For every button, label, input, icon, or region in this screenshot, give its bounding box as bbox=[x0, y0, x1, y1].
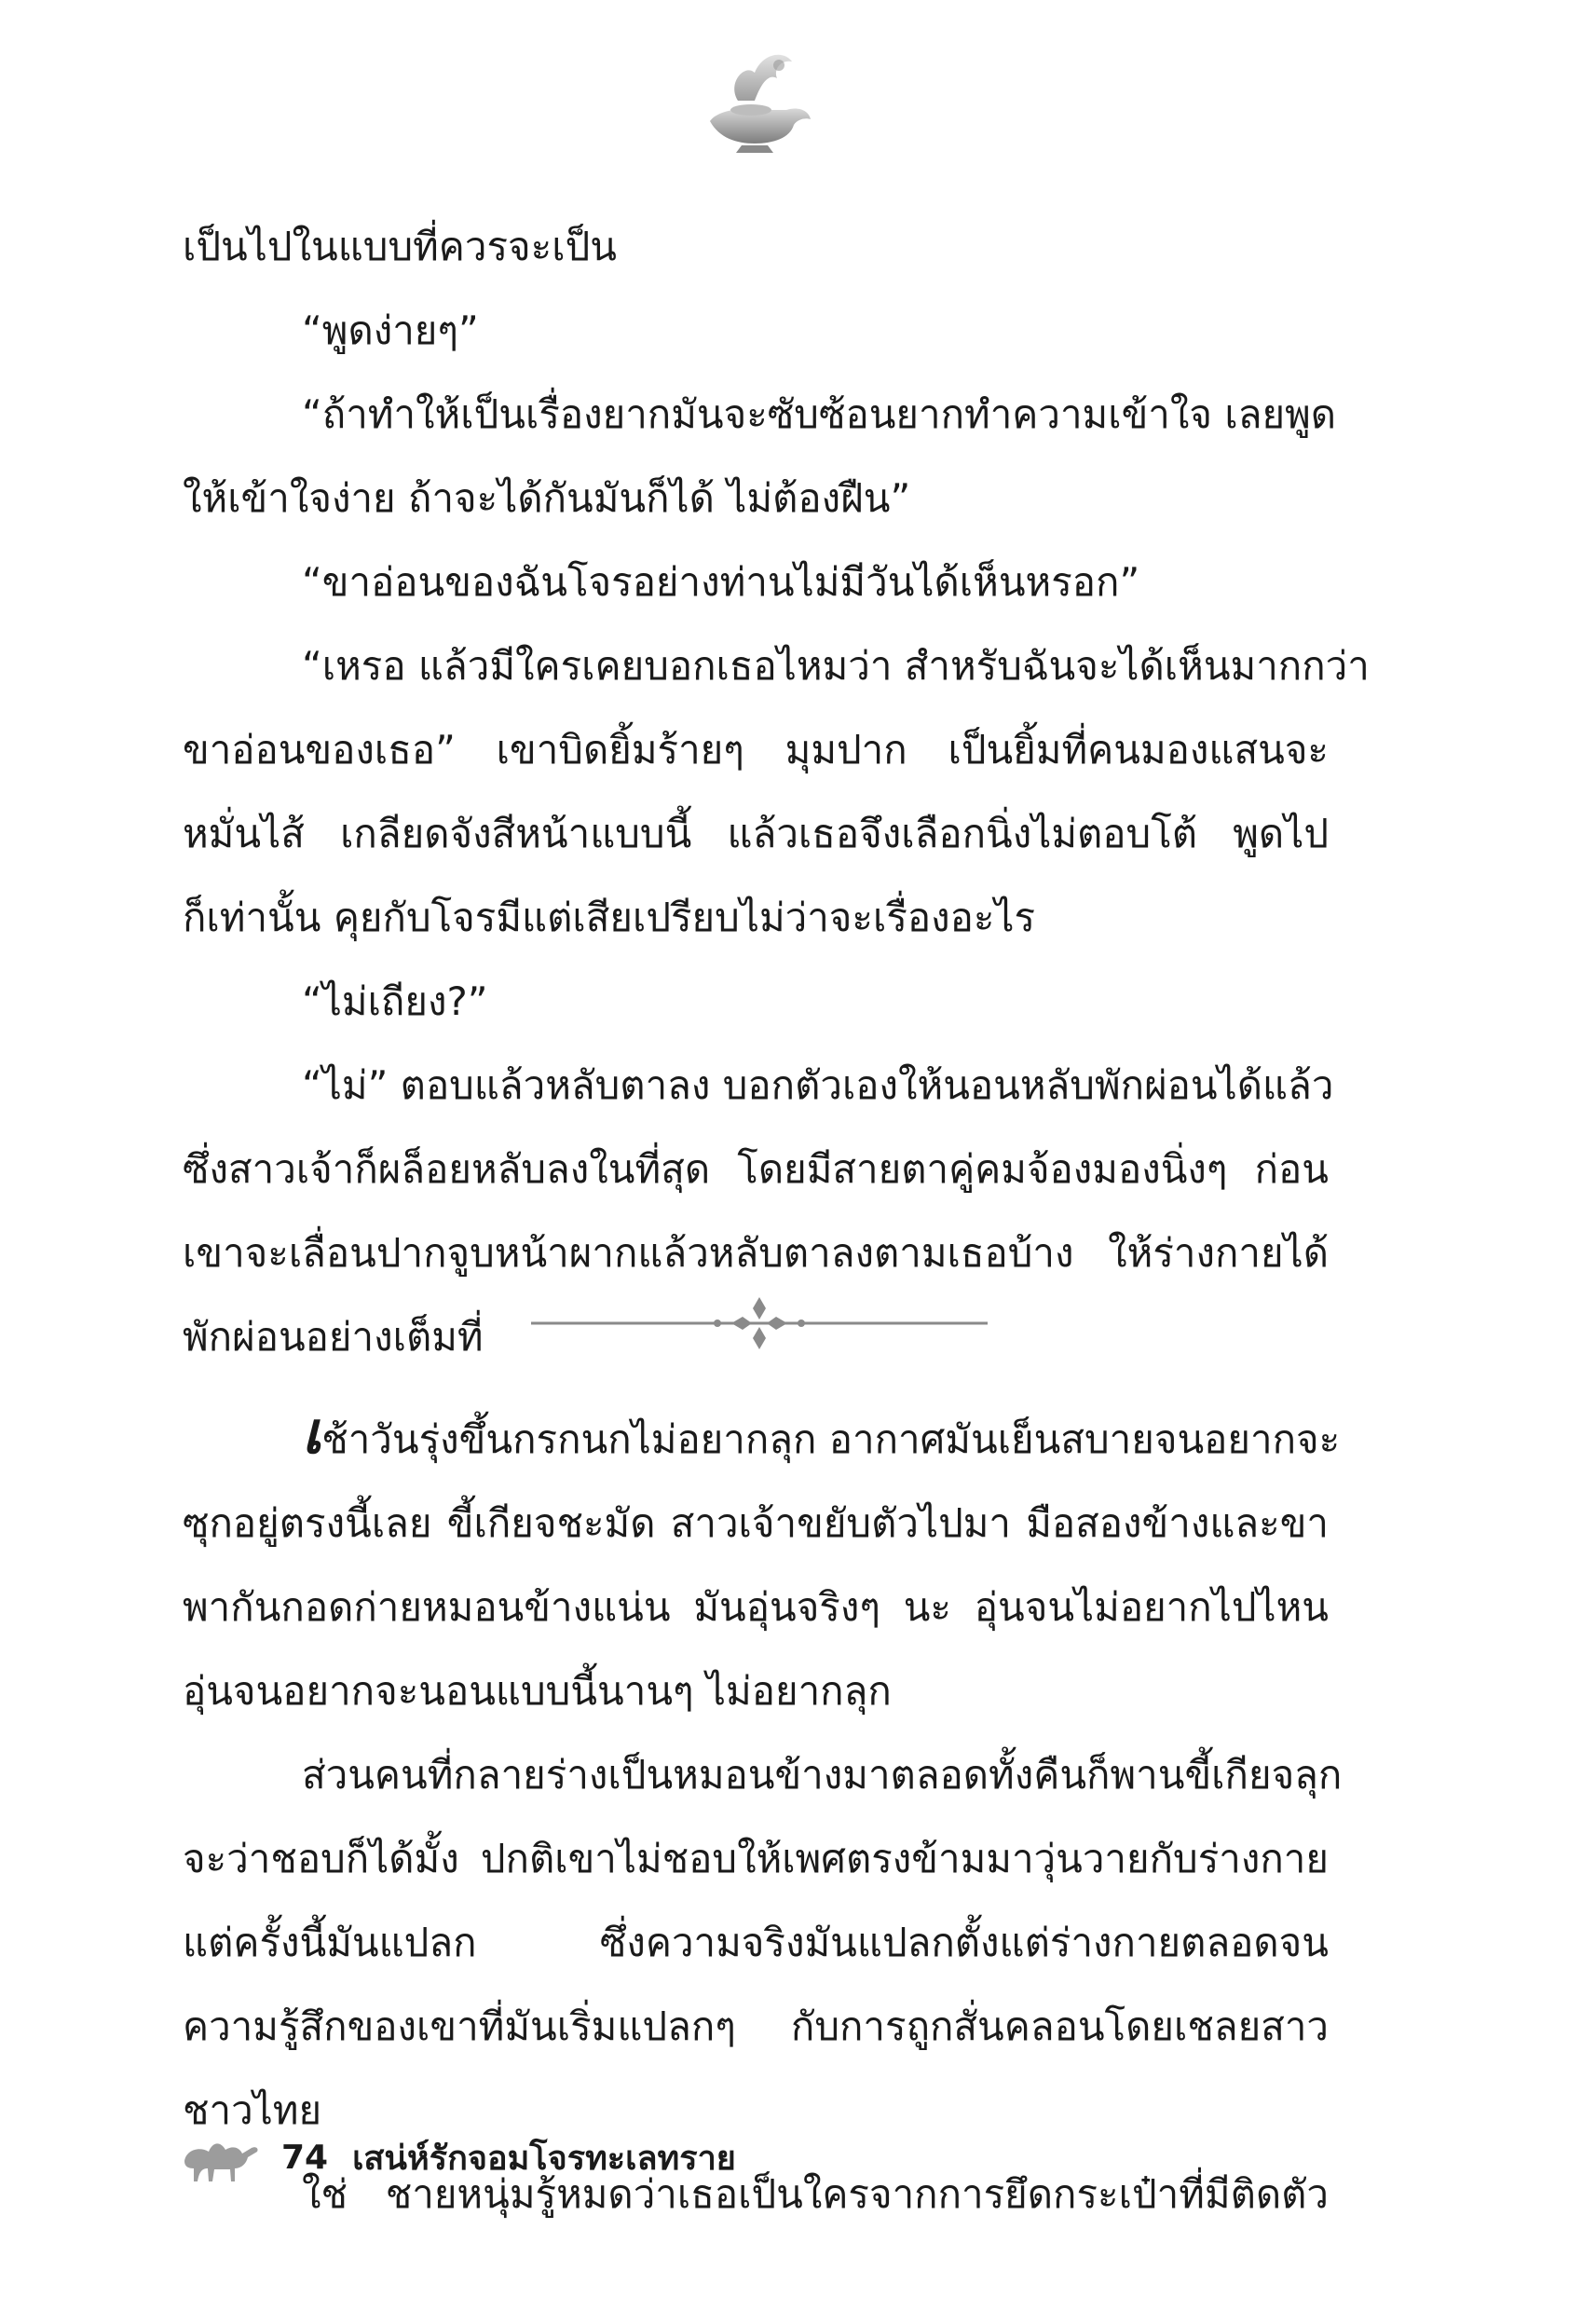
text-line-content: “ถ้าทำให้เป็นเรื่องยากมันจะซับซ้อนยากทำความเข้าใจ เลยพูด bbox=[302, 391, 1337, 437]
text-line bbox=[183, 1733, 1343, 1817]
text-line-content: หมั่นไส้ เกลียดจังสีหน้าแบบนี้ แล้วเธอจึงเลือกนิ่งไม่ตอบโต้ พูดไป bbox=[183, 811, 1329, 856]
text-line-content: จะว่าชอบก็ได้มั้ง ปกติเขาไม่ชอบให้เพศตรงข้ามมาวุ่นวายกับร่างกาย bbox=[183, 1836, 1329, 1881]
text-line bbox=[183, 1649, 1329, 1733]
text-line bbox=[183, 1566, 1329, 1649]
drop-cap: เ bbox=[302, 1399, 322, 1467]
text-line bbox=[183, 960, 1329, 1044]
text-line bbox=[183, 624, 1370, 708]
text-line-content: “ไม่” ตอบแล้วหลับตาลง บอกตัวเองให้นอนหลับพักผ่อนได้แล้ว bbox=[302, 1062, 1334, 1108]
text-line-content: “ขาอ่อนของฉันโจรอย่างท่านไม่มีวันได้เห็นหรอก” bbox=[302, 559, 1140, 605]
text-line-content: “พูดง่ายๆ” bbox=[302, 308, 479, 353]
text-line-content: ชาวไทย bbox=[183, 2087, 322, 2133]
text-line bbox=[183, 457, 1329, 540]
text-line-content: พากันกอดก่ายหมอนข้างแน่น มันอุ่นจริงๆ นะ อุ่นจนไม่อยากไปไหน bbox=[183, 1584, 1329, 1630]
text-line bbox=[183, 1817, 1329, 1901]
text-line-content: ซุกอยู่ตรงนี้เลย ขี้เกียจชะมัด สาวเจ้าขยับตัวไปมา มือสองข้างและขา bbox=[183, 1500, 1329, 1546]
text-line bbox=[183, 1398, 1341, 1482]
text-line-content: ก็เท่านั้น คุยกับโจรมีแต่เสียเปรียบไม่ว่าจะเรื่องอะไร bbox=[183, 895, 1036, 940]
text-line-content: ช้าวันรุ่งขึ้นกรกนกไม่อยากลุก อากาศมันเย็นสบายจนอยากจะ bbox=[321, 1416, 1341, 1462]
text-line-content: “เหรอ แล้วมีใครเคยบอกเธอไหมว่า สำหรับฉันจะได้เห็นมากกว่า bbox=[302, 643, 1370, 689]
ornamental-divider bbox=[531, 1277, 988, 1370]
genie-lamp-icon bbox=[689, 45, 820, 157]
text-line-content: ความรู้สึกของเขาที่มันเริ่มแปลกๆ กับการถูกสั่นคลอนโดยเชลยสาว bbox=[183, 2003, 1329, 2049]
text-line bbox=[183, 289, 1329, 373]
text-line-content: “ไม่เถียง?” bbox=[302, 978, 488, 1024]
text-line bbox=[183, 1901, 1329, 1985]
text-line-content: ขาอ่อนของเธอ” เขาบิดยิ้มร้ายๆ มุมปาก เป็นยิ้มที่คนมองแสนจะ bbox=[183, 727, 1329, 773]
text-block-2 bbox=[183, 1398, 1343, 2236]
text-line-content: เขาจะเลื่อนปากจูบหน้าผากแล้วหลับตาลงตามเธอบ้าง ให้ร่างกายได้ bbox=[183, 1230, 1329, 1276]
text-line bbox=[183, 1128, 1329, 1211]
text-line-content: ใช่ ชายหนุ่มรู้หมดว่าเธอเป็นใครจากการยึดกระเป๋าที่มีติดตัว bbox=[302, 2171, 1329, 2217]
text-line-content: พักผ่อนอย่างเต็มที่ bbox=[183, 1314, 484, 1360]
text-line bbox=[183, 792, 1329, 876]
text-line-content: ซึ่งสาวเจ้าก็ผล็อยหลับลงในที่สุด โดยมีสายตาคู่คมจ้องมองนิ่งๆ ก่อน bbox=[183, 1146, 1329, 1192]
text-line bbox=[183, 1985, 1329, 2069]
text-line-content: ให้เข้าใจง่าย ถ้าจะได้กันมันก็ได้ ไม่ต้องฝืน” bbox=[183, 475, 911, 521]
camel-icon bbox=[177, 2129, 261, 2185]
text-line bbox=[183, 708, 1329, 792]
text-line bbox=[183, 205, 1329, 289]
text-line-content: เป็นไปในแบบที่ควรจะเป็น bbox=[183, 224, 617, 269]
page-number: 74 bbox=[281, 2138, 329, 2177]
page-footer bbox=[177, 2125, 736, 2190]
text-line-content: ส่วนคนที่กลายร่างเป็นหมอนข้างมาตลอดทั้งคืนก็พานขี้เกียจลุก bbox=[302, 1752, 1343, 1798]
book-title: เสน่ห์รักจอมโจรทะเลทราย bbox=[352, 2139, 736, 2178]
text-line-content: อุ่นจนอยากจะนอนแบบนี้นานๆ ไม่อยากลุก bbox=[183, 1668, 892, 1714]
text-line bbox=[183, 1482, 1329, 1566]
text-line bbox=[183, 876, 1329, 960]
text-line bbox=[183, 540, 1329, 624]
text-block-1 bbox=[183, 205, 1370, 1379]
text-line bbox=[183, 373, 1337, 457]
text-line-content: แต่ครั้งนี้มันแปลก ซึ่งความจริงมันแปลกตั้งแต่ร่างกายตลอดจน bbox=[183, 1920, 1329, 1965]
text-line bbox=[183, 1044, 1334, 1128]
